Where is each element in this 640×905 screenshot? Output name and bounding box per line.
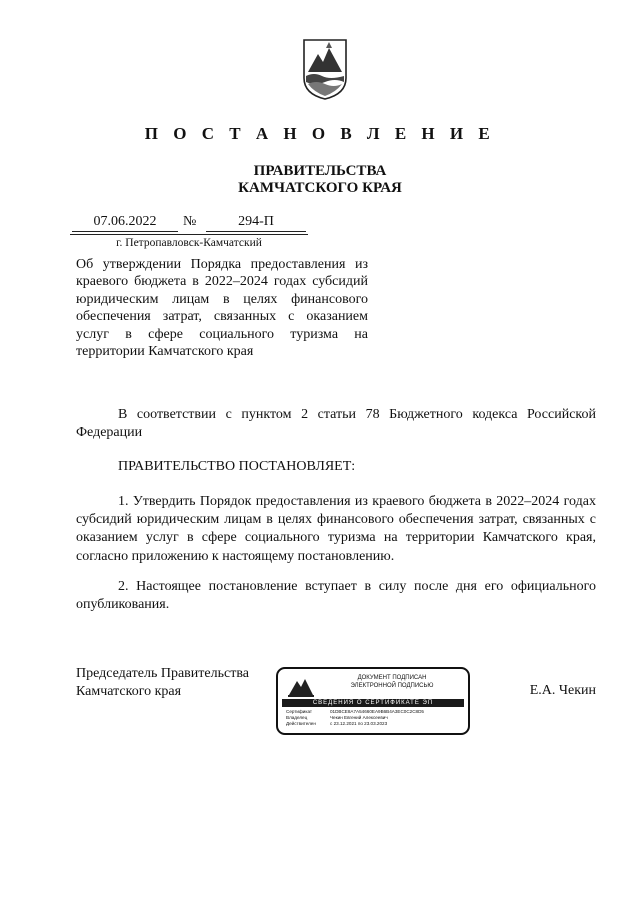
coat-of-arms-icon [302, 38, 348, 100]
stamp-row-value: Чекин Евгений Алексеевич [330, 715, 388, 720]
signatory-position [76, 665, 249, 701]
stamp-row-key: Действителен [286, 721, 316, 726]
clause-2: 2. Настоящее постановление вступает в силу после дня его официального опубликования. [76, 579, 596, 613]
document-date: 07.06.2022 [72, 214, 178, 232]
signatory-position-line1: Председатель Правительства [76, 666, 249, 681]
number-sign: № [183, 214, 197, 229]
stamp-certificate-bar: СВЕДЕНИЯ О СЕРТИФИКАТЕ ЭП [282, 699, 464, 707]
org-name-line2: КАМЧАТСКОГО КРАЯ [238, 180, 402, 196]
stamp-row-value: с 23.12.2021 по 23.03.2023 [330, 721, 388, 726]
stamp-emblem-icon [286, 675, 316, 699]
stamp-row [286, 721, 387, 727]
resolution-heading: ПРАВИТЕЛЬСТВО ПОСТАНОВЛЯЕТ: [118, 459, 356, 474]
stamp-row-key: Сертификат [286, 709, 313, 714]
signatory-position-line2: Камчатского края [76, 684, 182, 699]
preamble-paragraph: В соответствии с пунктом 2 статьи 78 Бюджетного кодекса Российской Федерации [76, 407, 596, 441]
stamp-heading-1: ДОКУМЕНТ ПОДПИСАН [357, 675, 427, 681]
electronic-signature-stamp [276, 667, 470, 735]
org-name-line1: ПРАВИТЕЛЬСТВА [253, 163, 387, 179]
city-name: г. Петропавловск-Камчатский [70, 234, 308, 249]
stamp-row-value: 01DBCE8A7A54660EA9B6B4A3EC0C2C8D5 [330, 709, 424, 714]
document-title: П О С Т А Н О В Л Е Н И Е [144, 124, 496, 143]
stamp-heading-2: ЭЛЕКТРОННОЙ ПОДПИСЬЮ [350, 683, 434, 689]
document-number: 294-П [206, 214, 306, 232]
document-subject: Об утверждении Порядка предоставления из краевого бюджета в 2022–2024 годах субсидий юридическим лицам в целях финансового обеспечения затрат, связанных с оказанием услуг в сфере социального туризма на территории Камчатского края [76, 257, 368, 360]
stamp-row-key: Владелец [286, 715, 308, 720]
clause-1: 1. Утвердить Порядок предоставления из краевого бюджета в 2022–2024 годах субсидий юридическим лицам в целях финансового обеспечения затрат, связанных с оказанием услуг в сфере социального туризма на территории Камчатского края, согласно приложению к настоящему постановлению. [76, 494, 596, 564]
signatory-name: Е.А. Чекин [529, 683, 596, 698]
